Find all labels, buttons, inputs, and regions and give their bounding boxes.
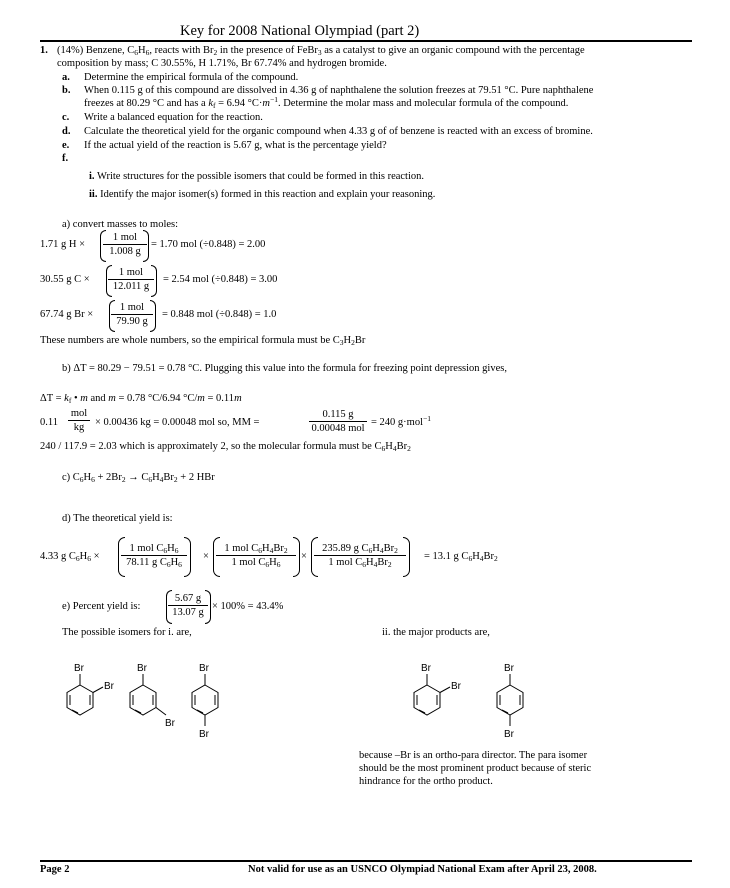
isomer-structures <box>0 660 730 760</box>
d-times-2: × <box>301 551 307 562</box>
svg-text:Br: Br <box>421 663 431 674</box>
d-f1-paren-right <box>184 537 191 577</box>
e-fraction: $\frac{5.67 g}{13.07 g}$ <box>168 592 208 619</box>
d-fraction-3: 235.89 g $C_6H_4Br_2$ 1 mol $C_6H_4Br_2$ <box>314 542 406 569</box>
delta-t-equation: $\Delta T = k_f$ • m and m = 0.78 °C/6.94 °C/m = 0.11m <box>40 393 242 405</box>
c-mass: 30.55 g C × <box>40 274 90 285</box>
page-number: Page 2 <box>40 864 70 875</box>
answer-b-label: b) ΔT = 80.29 − 79.51 = 0.78 °C. Plugging this value into the formula for freezing point depression gives, <box>62 363 507 374</box>
part-d-letter: d. <box>62 126 71 137</box>
part-d-text: Calculate the theoretical yield for the organic compound when 4.33 g of of benzene is reacted with an excess of bromine. <box>84 126 593 137</box>
because-line-3: hindrance for the ortho product. <box>359 776 493 787</box>
part-a-text: Determine the empirical formula of the compound. <box>84 72 299 83</box>
d-fraction-2: 1 mol $C_6H_4Br_2$ 1 mol $C_6H_6$ <box>216 542 296 569</box>
isomers-ii-label: ii. the major products are, <box>382 627 490 638</box>
h-result: = 1.70 mol (÷0.848) = 2.00 <box>151 239 266 250</box>
part-f-sub-i: i. Write structures for the possible isomers that could be formed in this reaction. <box>89 171 425 182</box>
d-times-1: × <box>203 551 209 562</box>
answer-e-label: e) Percent yield is: <box>62 601 141 612</box>
h-fraction: 1 mol 1.008 g <box>103 231 147 258</box>
part-a-letter: a. <box>62 72 70 83</box>
d-mass: 4.33 g $C_6H_6$ × <box>40 551 100 563</box>
meta-isomer-structure <box>130 674 166 715</box>
part-f-letter: f. <box>62 153 69 164</box>
d-fraction-1: 1 mol $C_6H_6$ 78.11 g $C_6H_6$ <box>121 542 187 569</box>
br-result: = 0.848 mol (÷0.848) = 1.0 <box>162 309 277 320</box>
e-result: × 100% = 43.4% <box>212 601 284 612</box>
part-c-letter: c. <box>62 112 70 123</box>
mm-result: = 240 g·mol$^{-1}$ <box>371 414 431 428</box>
mol-per-kg-fraction: mol kg <box>68 407 90 434</box>
part-f-sub-ii: ii. Identify the major isomer(s) formed in this reaction and explain your reasoning. <box>89 189 436 200</box>
part-e-text: If the actual yield of the reaction is 5.67 g, what is the percentage yield? <box>84 140 387 151</box>
mm-mid: × 0.00436 kg = 0.00048 mol so, MM = <box>95 417 260 428</box>
part-e-letter: e. <box>62 140 70 151</box>
answer-c-equation: c) $C_6H_6 + 2Br_2 \to C_6H_4Br_2 + 2$ HBr <box>62 472 215 484</box>
part-b-text-2: freezes at 80.29 °C and has a $k_f = 6.94$ $^\circ C\cdot m^{-1}$. Determine the molar mass and molecular formula of the compound. <box>84 95 569 110</box>
empirical-formula-line: These numbers are whole numbers, so the empirical formula must be $C_3H_2Br$ <box>40 335 366 347</box>
part-b-text: When 0.115 g of this compound are dissolved in 4.36 g of naphthalene the solution freezes at 79.51 °C. Pure naphthalene <box>84 85 594 96</box>
svg-text:Br: Br <box>74 663 84 674</box>
page-title: Key for 2008 National Olympiad (part 2) <box>180 23 420 39</box>
svg-text:Br: Br <box>504 663 514 674</box>
para-isomer-structure <box>192 674 218 726</box>
major-ortho-structure <box>414 674 450 715</box>
svg-text:Br: Br <box>451 681 461 692</box>
mm-lead: 0.11 <box>40 417 58 428</box>
problem-intro-1: (14%) Benzene, $C_6H_6$, reacts with $Br_2$ in the presence of FeBr$_3$ as a catalyst to give an organic compound with the percentage <box>57 45 585 57</box>
because-line-2: should be the most prominent product because of steric <box>359 763 592 774</box>
br-mass: 67.74 g Br × <box>40 309 94 320</box>
title-rule <box>40 40 692 42</box>
c-fraction: 1 mol 12.011 g <box>108 266 154 293</box>
svg-text:Br: Br <box>504 729 514 740</box>
br-paren-right <box>150 300 156 332</box>
answer-d-label: d) The theoretical yield is: <box>62 513 173 524</box>
part-b-letter: b. <box>62 85 71 96</box>
answer-a-label: a) convert masses to moles: <box>62 219 179 230</box>
d-f3-paren-right <box>403 537 410 577</box>
mm-fraction: 0.115 g 0.00048 mol <box>309 408 367 435</box>
footer-notice: Not valid for use as an USNCO Olympiad National Exam after April 23, 2008. <box>248 864 597 875</box>
part-c-text: Write a balanced equation for the reaction. <box>84 112 263 123</box>
h-mass: 1.71 g H × <box>40 239 86 250</box>
because-line-1: because –Br is an ortho-para director. The para isomer <box>359 750 588 761</box>
h-paren-right <box>143 230 149 262</box>
c-result: = 2.54 mol (÷0.848) = 3.00 <box>163 274 278 285</box>
isomers-i-label: The possible isomers for i. are, <box>62 627 192 638</box>
d-f2-paren-right <box>293 537 300 577</box>
footer-rule <box>40 860 692 862</box>
major-para-structure <box>497 674 523 726</box>
svg-text:Br: Br <box>199 729 209 740</box>
e-paren-right <box>205 590 211 624</box>
svg-text:Br: Br <box>104 681 114 692</box>
d-result: = 13.1 g $C_6H_4Br_2$ <box>424 551 498 563</box>
c-paren-right <box>151 265 157 297</box>
svg-text:Br: Br <box>137 663 147 674</box>
problem-intro-2: composition by mass; C 30.55%, H 1.71%, Br 67.74% and hydrogen bromide. <box>57 58 387 69</box>
svg-text:Br: Br <box>165 718 175 729</box>
ortho-isomer-structure <box>67 674 103 715</box>
ratio-line: 240 / 117.9 = 2.03 which is approximately 2, so the molecular formula must be $C_6H_4Br_2$ <box>40 441 411 453</box>
svg-text:Br: Br <box>199 663 209 674</box>
br-fraction: 1 mol 79.90 g <box>111 301 153 328</box>
problem-number: 1. <box>40 45 48 56</box>
